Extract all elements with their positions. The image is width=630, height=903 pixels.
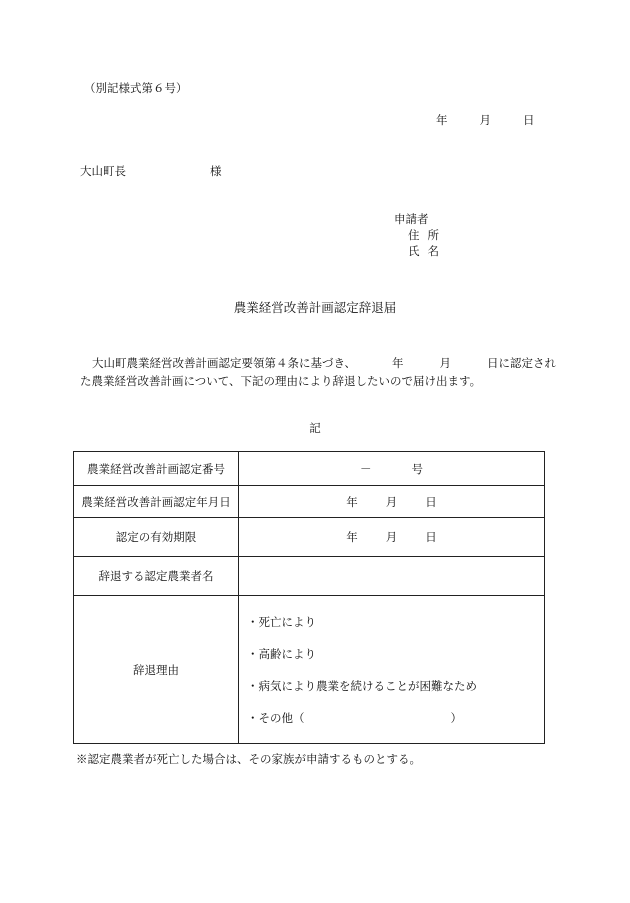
expiry-label: 認定の有効期限 xyxy=(74,518,239,557)
addressee-name: 大山町長 xyxy=(80,164,126,178)
withdrawal-reason-label: 辞退理由 xyxy=(74,596,239,744)
certification-date-day: 日 xyxy=(425,494,437,509)
certification-number-value xyxy=(239,452,545,486)
document-title: 農業経営改善計画認定辞退届 xyxy=(233,300,397,315)
withdrawal-reason-list xyxy=(239,596,545,744)
table-row xyxy=(74,486,545,518)
certification-date-month: 月 xyxy=(385,494,398,509)
certification-date-year: 年 xyxy=(346,494,358,509)
addressee xyxy=(80,163,222,179)
withdrawing-farmer-value xyxy=(239,557,545,596)
body-part2: 日に認定された農業経営改善計画について、下記の理由により辞退したいので届け出ます。 xyxy=(80,356,557,388)
applicant-address-label: 住所 xyxy=(408,228,447,242)
applicant-label: 申請者 xyxy=(394,212,429,226)
body-year: 年 xyxy=(392,356,404,370)
table-row xyxy=(74,452,545,486)
applicant-name-label: 氏名 xyxy=(408,244,447,258)
withdrawing-farmer-label: 辞退する認定農業者名 xyxy=(74,557,239,596)
date-year: 年 xyxy=(436,113,448,127)
body-paragraph xyxy=(80,354,558,390)
table-row xyxy=(74,557,545,596)
reason-other-label: ・その他（ xyxy=(247,710,305,725)
certification-date-value xyxy=(239,486,545,518)
expiry-year: 年 xyxy=(346,530,358,544)
ki-heading: 記 xyxy=(309,421,321,435)
date-day: 日 xyxy=(523,113,535,127)
reason-other xyxy=(247,702,544,734)
date-month: 月 xyxy=(479,113,491,127)
expiry-day: 日 xyxy=(425,530,437,544)
expiry-month: 月 xyxy=(385,530,398,544)
reason-age: ・高齢により xyxy=(247,646,316,661)
body-month: 月 xyxy=(439,356,452,370)
form-number: （別記様式第６号） xyxy=(84,81,188,95)
reason-illness: ・病気により農業を続けることが困難なため xyxy=(247,678,477,693)
info-table xyxy=(73,451,545,744)
reason-other-close: ） xyxy=(450,710,462,725)
footnote: ※認定農業者が死亡した場合は、その家族が申請するものとする。 xyxy=(76,752,421,766)
certification-date-label: 農業経営改善計画認定年月日 xyxy=(74,486,239,518)
certification-number-go: 号 xyxy=(411,461,423,476)
table-row xyxy=(74,518,545,557)
expiry-value xyxy=(239,518,545,557)
certification-number-dash: － xyxy=(360,461,372,476)
table-row xyxy=(74,596,545,744)
reason-death: ・死亡により xyxy=(247,614,316,629)
date-line xyxy=(436,112,535,128)
addressee-honorific: 様 xyxy=(210,164,222,178)
body-part1: 大山町農業経営改善計画認定要領第４条に基づき、 xyxy=(92,356,357,370)
certification-number-label: 農業経営改善計画認定番号 xyxy=(74,452,239,486)
